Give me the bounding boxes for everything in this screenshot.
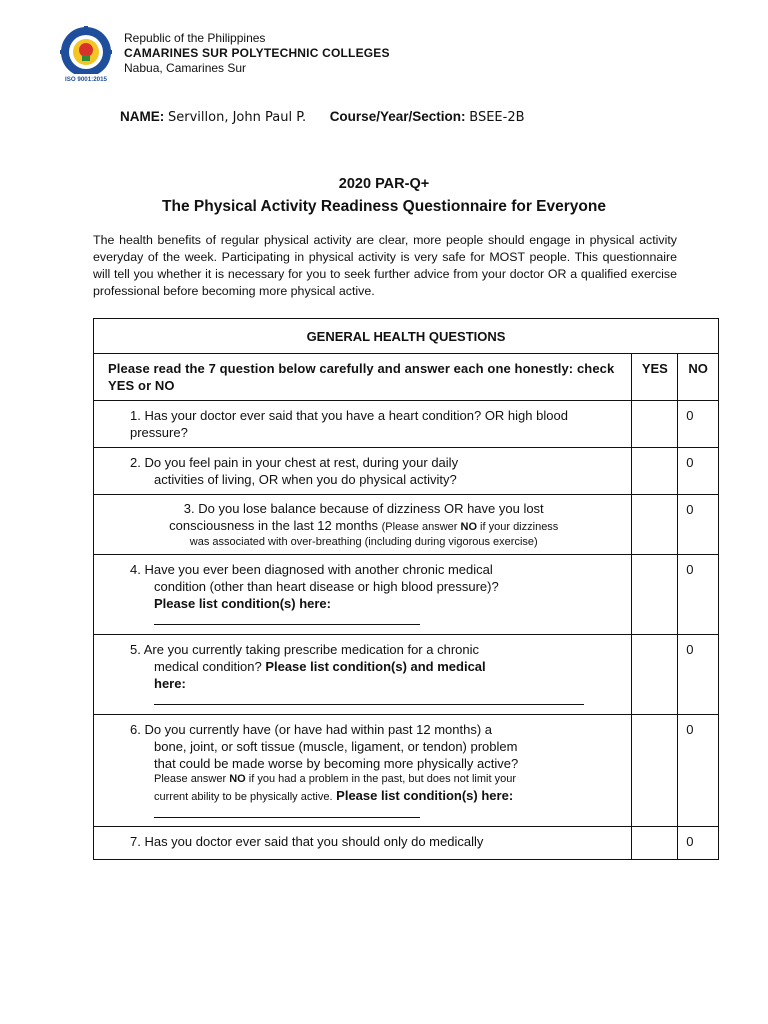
question-row-3 [94, 495, 719, 555]
question-4-yes-cell[interactable] [632, 555, 678, 635]
question-4-line1: 4. Have you ever been diagnosed with another chronic medical [130, 562, 493, 577]
question-row-5 [94, 635, 719, 715]
question-3-line1: 3. Do you lose balance because of dizziness OR have you lost [183, 501, 544, 516]
question-5-line3: here: [154, 676, 186, 691]
course-value: BSEE-2B [469, 110, 525, 125]
question-2-text [94, 448, 632, 495]
name-value: Servillon, John Paul P. [168, 110, 307, 125]
question-6-line3: that could be made worse by becoming more physically active? [154, 756, 519, 771]
question-6-text [94, 715, 632, 827]
school-address: Nabua, Camarines Sur [124, 61, 247, 75]
question-6-line1: 6. Do you currently have (or have had within past 12 months) a [130, 722, 493, 737]
question-2-line1: 2. Do you feel pain in your chest at rest, during your daily [130, 455, 459, 470]
question-6-no-answer[interactable]: 0 [678, 715, 719, 827]
question-row-1 [94, 401, 719, 448]
student-info-line [120, 109, 525, 125]
question-1-no-answer[interactable]: 0 [678, 401, 719, 448]
question-4-no-answer[interactable]: 0 [678, 555, 719, 635]
question-3-yes-cell[interactable] [632, 495, 678, 555]
question-4-list-prompt: Please list condition(s) here: [154, 596, 331, 611]
instruction-cell: Please read the 7 question below carefully and answer each one honestly: check YES or NO [94, 354, 632, 401]
health-questions-table [93, 318, 719, 860]
table-caption: GENERAL HEALTH QUESTIONS [94, 319, 719, 354]
question-row-7 [94, 827, 719, 860]
question-4-answer-blank[interactable] [154, 615, 420, 625]
question-3-note: was associated with over-breathing (including during vigorous exercise) [189, 536, 538, 548]
question-5-answer-blank[interactable] [154, 695, 584, 705]
question-5-line2: medical condition? Please list condition(s) and medical [154, 659, 486, 674]
name-label: NAME: [120, 109, 165, 124]
question-7-no-answer[interactable]: 0 [678, 827, 719, 860]
seal-text: ISO 9001:2015 [65, 76, 107, 82]
question-2-line2: activities of living, OR when you do physical activity? [154, 472, 457, 487]
yes-header: YES [632, 354, 678, 401]
question-2-yes-cell[interactable] [632, 448, 678, 495]
question-6-line2: bone, joint, or soft tissue (muscle, ligament, or tendon) problem [154, 739, 518, 754]
question-row-6 [94, 715, 719, 827]
question-2-no-answer[interactable]: 0 [678, 448, 719, 495]
form-subtitle: The Physical Activity Readiness Questionnaire for Everyone [162, 198, 606, 215]
question-3-line2: consciousness in the last 12 months (Please answer NO if your dizziness [169, 518, 559, 533]
question-3-no-answer[interactable]: 0 [678, 495, 719, 555]
question-6-answer-blank[interactable] [154, 808, 420, 818]
school-name: CAMARINES SUR POLYTECHNIC COLLEGES [124, 46, 390, 60]
question-1-yes-cell[interactable] [632, 401, 678, 448]
republic-line: Republic of the Philippines [124, 31, 266, 45]
question-5-yes-cell[interactable] [632, 635, 678, 715]
question-row-4 [94, 555, 719, 635]
intro-paragraph: The health benefits of regular physical activity are clear, more people should engage in physical activity everyday of the week. Participating in physical activity is very safe for MOST people. This questionnaire will tell you whether it is necessary for you to seek further advice from your doctor OR a qualified exercise professional before becoming more physical active. [93, 233, 677, 298]
course-label: Course/Year/Section: [329, 109, 466, 124]
question-6-yes-cell[interactable] [632, 715, 678, 827]
question-4-text [94, 555, 632, 635]
question-7-text: 7. Has you doctor ever said that you should only do medically [94, 827, 632, 860]
question-5-line1: 5. Are you currently taking prescribe medication for a chronic [130, 642, 480, 657]
form-title: 2020 PAR-Q+ [338, 176, 430, 192]
question-6-note2: current ability to be physically active. Please list condition(s) here: [154, 788, 514, 803]
question-5-no-answer[interactable]: 0 [678, 635, 719, 715]
question-3-text [94, 495, 632, 555]
college-seal-logo [58, 26, 114, 82]
question-1-text: 1. Has your doctor ever said that you have a heart condition? OR high blood pressure? [94, 401, 632, 448]
no-header: NO [678, 354, 719, 401]
question-7-yes-cell[interactable] [632, 827, 678, 860]
question-6-note1: Please answer NO if you had a problem in the past, but does not limit your [154, 773, 516, 785]
institution-header [124, 31, 390, 76]
question-row-2 [94, 448, 719, 495]
question-5-text [94, 635, 632, 715]
question-4-line2: condition (other than heart disease or high blood pressure)? [154, 579, 499, 594]
